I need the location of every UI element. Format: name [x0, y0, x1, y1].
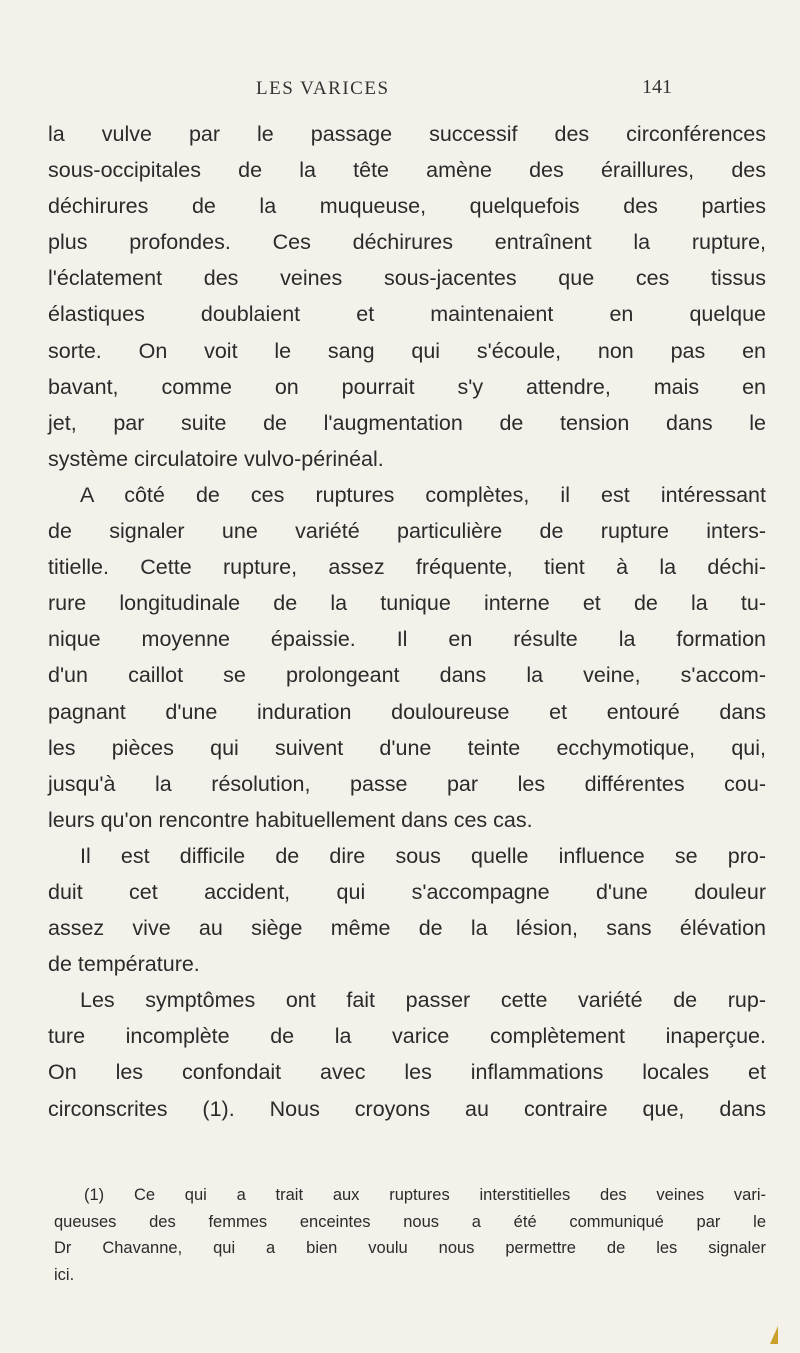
text-line: les pièces qui suivent d'une teinte ecchymotique, qui,	[48, 735, 766, 760]
text-line: circonscrites (1). Nous croyons au contraire que, dans	[48, 1096, 766, 1121]
corner-mark	[770, 1326, 778, 1344]
text-line: duit cet accident, qui s'accompagne d'une douleur	[48, 879, 766, 904]
footnote-line: Dr Chavanne, qui a bien voulu nous permettre de les signaler	[54, 1239, 766, 1257]
text-line: la vulve par le passage successif des circonférences	[48, 122, 766, 146]
text-line: bavant, comme on pourrait s'y attendre, mais en	[48, 374, 766, 399]
text-line: l'éclatement des veines sous-jacentes que ces tissus	[48, 266, 766, 291]
text-line: nique moyenne épaissie. Il en résulte la formation	[48, 627, 766, 652]
footnote	[54, 1182, 766, 1288]
text-line: rure longitudinale de la tunique interne et de la tu-	[48, 591, 766, 616]
text-line: plus profondes. Ces déchirures entraînent la rupture,	[48, 230, 766, 255]
text-line: Il est difficile de dire sous quelle influence se pro-	[80, 843, 766, 868]
text-line: A côté de ces ruptures complètes, il est intéressant	[80, 482, 766, 507]
footnote-line: ici.	[54, 1265, 75, 1284]
text-line: de température.	[48, 952, 200, 977]
footnote-line: queuses des femmes enceintes nous a été communiqué par le	[54, 1212, 766, 1231]
page-number: 141	[642, 76, 672, 98]
text-line: de signaler une variété particulière de rupture inters-	[48, 519, 766, 544]
body-text	[48, 116, 766, 1127]
text-line: déchirures de la muqueuse, quelquefois des parties	[48, 194, 766, 219]
text-line: assez vive au siège même de la lésion, sans élévation	[48, 916, 766, 941]
text-line: sous-occipitales de la tête amène des éraillures, des	[48, 158, 766, 183]
text-line: ture incomplète de la varice complètement inaperçue.	[48, 1024, 766, 1049]
text-line: d'un caillot se prolongeant dans la veine, s'accom-	[48, 663, 766, 688]
text-line: système circulatoire vulvo-périnéal.	[48, 446, 384, 471]
text-line: On les confondait avec les inflammations locales et	[48, 1060, 766, 1085]
text-line: titielle. Cette rupture, assez fréquente, tient à la déchi-	[48, 555, 766, 580]
text-line: élastiques doublaient et maintenaient en quelque	[48, 302, 766, 327]
text-line: leurs qu'on rencontre habituellement dans ces cas.	[48, 807, 533, 832]
text-line: jusqu'à la résolution, passe par les différentes cou-	[48, 771, 766, 796]
text-line: sorte. On voit le sang qui s'écoule, non pas en	[48, 338, 766, 363]
running-title: LES VARICES	[256, 78, 390, 99]
page-header	[0, 78, 800, 108]
text-line: pagnant d'une induration douloureuse et entouré dans	[48, 699, 766, 724]
text-line: jet, par suite de l'augmentation de tension dans le	[48, 410, 766, 435]
text-line: Les symptômes ont fait passer cette variété de rup-	[80, 988, 766, 1013]
footnote-line: (1) Ce qui a trait aux ruptures interstitielles des veines vari-	[84, 1186, 766, 1204]
